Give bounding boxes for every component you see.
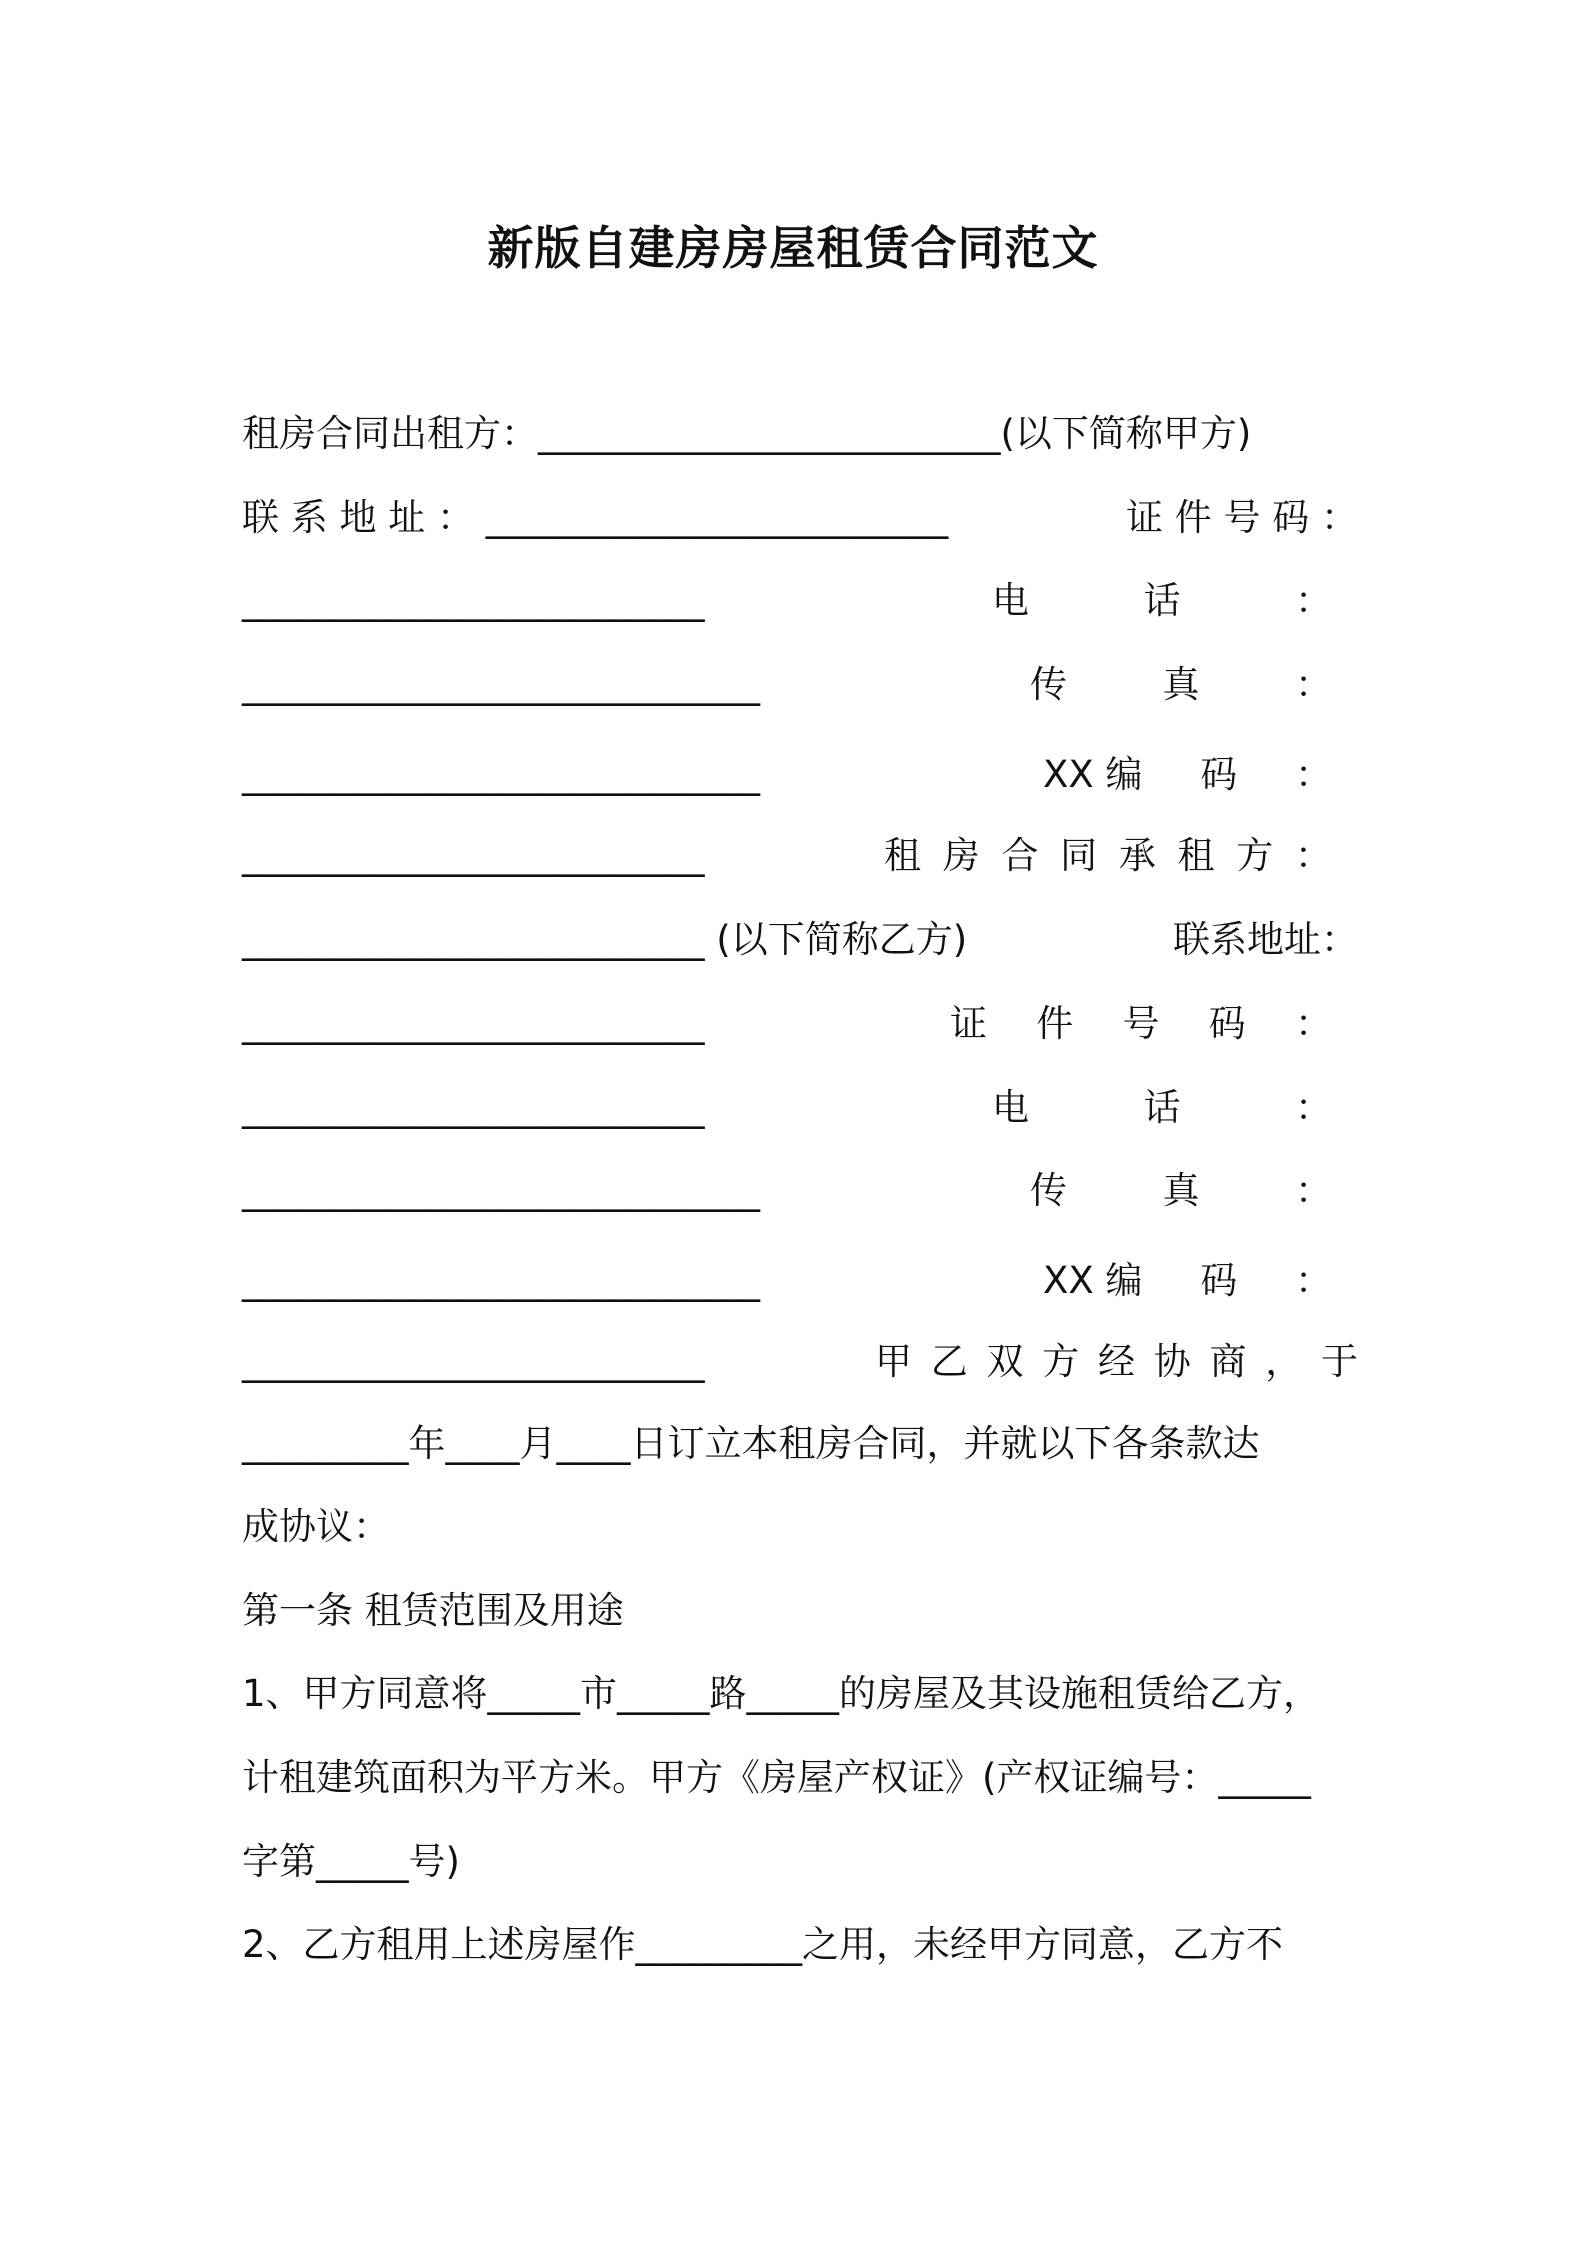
line-left-text: _________________________ xyxy=(242,1002,705,1045)
line-left-text: _________________________ (以下简称乙方) xyxy=(242,918,968,961)
label-char: 码 xyxy=(1208,1002,1246,1045)
label-char: 同 xyxy=(1060,834,1098,877)
line-right-label xyxy=(992,1078,1332,1138)
document-line xyxy=(242,745,1358,805)
document-line xyxy=(242,1497,1358,1557)
line-right-label xyxy=(875,1332,1358,1392)
document-line xyxy=(242,1581,1358,1641)
line-left-text: 字第_____号) xyxy=(242,1840,460,1883)
label-char: 合 xyxy=(1001,834,1039,877)
label-char: 房 xyxy=(942,834,980,877)
document-line xyxy=(242,1664,1358,1724)
document-line xyxy=(242,1161,1358,1221)
document-line xyxy=(242,655,1358,715)
line-right-label xyxy=(1043,1251,1332,1311)
label-char: ： xyxy=(1294,834,1332,877)
document-line xyxy=(242,994,1358,1054)
line-left-text: _________________________ xyxy=(242,1086,705,1129)
label-char: 乙 xyxy=(930,1340,968,1383)
line-left-text: 成协议： xyxy=(242,1505,390,1548)
label-char: XX 编 xyxy=(1043,753,1143,796)
document-line xyxy=(242,1832,1358,1892)
document-line xyxy=(242,1915,1358,1975)
label-char: 双 xyxy=(986,1340,1024,1383)
line-right-label xyxy=(992,571,1332,631)
line-left-text: 第一条 租赁范围及用途 xyxy=(242,1589,624,1632)
line-left-text: _________________________ xyxy=(242,834,705,877)
label-char: 话 xyxy=(1143,1086,1181,1129)
document-line xyxy=(242,571,1358,631)
document-title: 新版自建房房屋租赁合同范文 xyxy=(487,221,1099,275)
line-left-text: ____________________________ xyxy=(242,1169,760,1212)
line-right-label xyxy=(1030,1161,1332,1221)
label-char: ： xyxy=(1295,663,1332,706)
label-char: ： xyxy=(1295,753,1332,796)
document-line xyxy=(242,1414,1358,1474)
document-line xyxy=(242,1078,1358,1138)
line-left-text: 1、甲方同意将_____市_____路_____的房屋及其设施租赁给乙方， xyxy=(242,1672,1321,1715)
label-char: 经 xyxy=(1098,1340,1135,1383)
line-right-label xyxy=(1030,655,1332,715)
label-char: 于 xyxy=(1321,1340,1358,1383)
label-char: 号 xyxy=(1122,1002,1160,1045)
label-char: 证 xyxy=(950,1002,987,1045)
label-char: ： xyxy=(1295,1002,1332,1045)
line-right-label: 联系地址： xyxy=(1173,918,1358,961)
line-left-text: ____________________________ xyxy=(242,663,760,706)
line-left-text: 计租建筑面积为平方米。甲方《房屋产权证》(产权证编号：_____ xyxy=(242,1756,1311,1799)
document-line xyxy=(242,404,1358,464)
label-char: 电 xyxy=(992,1086,1029,1129)
document-line xyxy=(242,1332,1358,1392)
label-char: ： xyxy=(1295,1259,1332,1302)
line-left-text: ____________________________ xyxy=(242,753,760,796)
label-char: 租 xyxy=(884,834,921,877)
document-line xyxy=(242,910,1358,970)
line-left-text: _________________________ xyxy=(242,1340,705,1383)
line-right-label xyxy=(884,826,1332,886)
label-char: 码 xyxy=(1200,753,1238,796)
line-left-text: 联 系 地 址 ： _________________________ xyxy=(242,496,949,539)
label-char: 话 xyxy=(1143,579,1181,622)
label-char: 码 xyxy=(1200,1259,1238,1302)
line-left-text: 租房合同出租方：_________________________(以下简称甲方) xyxy=(242,412,1252,455)
document-line xyxy=(242,1251,1358,1311)
document-line xyxy=(242,1748,1358,1808)
label-char: 方 xyxy=(1042,1340,1080,1383)
label-char: 电 xyxy=(992,579,1029,622)
line-right-label: 证 件 号 码 ： xyxy=(1125,496,1358,539)
label-char: 真 xyxy=(1162,663,1200,706)
document-line xyxy=(242,826,1358,886)
label-char: ， xyxy=(1265,1340,1303,1383)
line-right-label xyxy=(1043,745,1332,805)
label-char: ： xyxy=(1295,1169,1332,1212)
label-char: XX 编 xyxy=(1043,1259,1143,1302)
label-char: 真 xyxy=(1162,1169,1200,1212)
line-right-label xyxy=(950,994,1332,1054)
label-char: ： xyxy=(1295,1086,1332,1129)
label-char: 甲 xyxy=(875,1340,912,1383)
label-char: 协 xyxy=(1153,1340,1191,1383)
line-left-text: _________________________ xyxy=(242,579,705,622)
label-char: 传 xyxy=(1030,663,1067,706)
document-line xyxy=(242,488,1358,548)
line-left-text: ____________________________ xyxy=(242,1259,760,1302)
label-char: 传 xyxy=(1030,1169,1067,1212)
line-left-text: _________年____月____日订立本租房合同，并就以下各条款达 xyxy=(242,1422,1260,1465)
label-char: 方 xyxy=(1236,834,1274,877)
label-char: ： xyxy=(1295,579,1332,622)
label-char: 租 xyxy=(1177,834,1215,877)
label-char: 商 xyxy=(1209,1340,1247,1383)
label-char: 承 xyxy=(1118,834,1156,877)
label-char: 件 xyxy=(1036,1002,1074,1045)
line-left-text: 2、乙方租用上述房屋作_________之用，未经甲方同意，乙方不 xyxy=(242,1923,1284,1966)
